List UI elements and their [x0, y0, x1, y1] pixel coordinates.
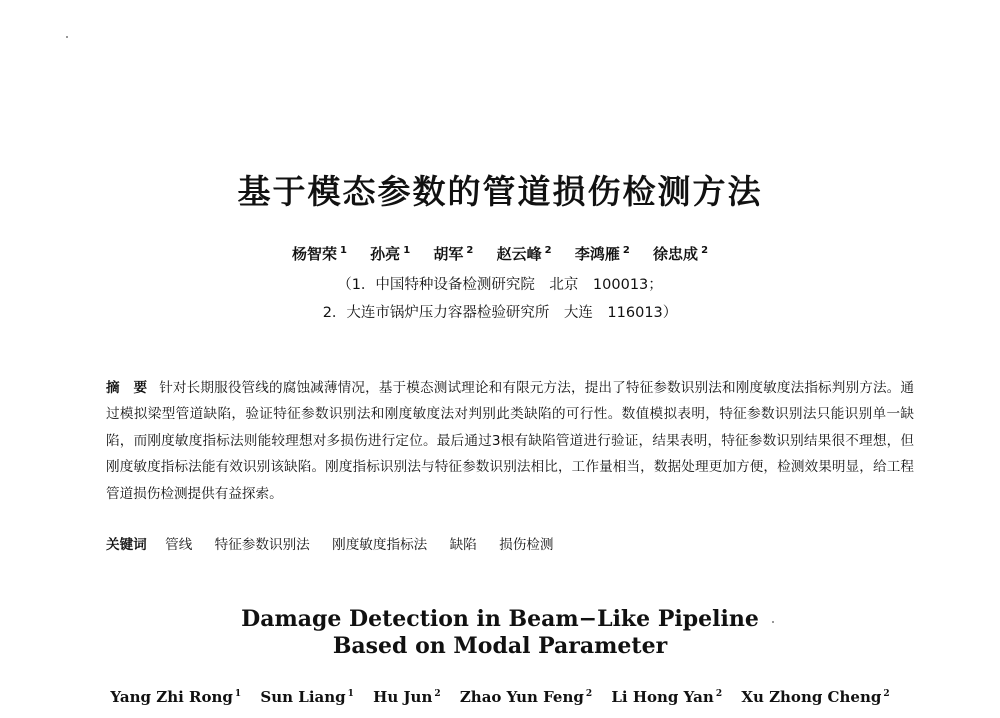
author-name: 杨智荣 [291, 245, 337, 263]
author-cn [497, 243, 552, 264]
affiliation-mark: 2 [544, 245, 552, 256]
author-en [373, 688, 440, 706]
author-name: Sun Liang [260, 688, 346, 706]
author-cn [292, 243, 347, 264]
chinese-author-list [0, 243, 1000, 264]
affiliation-mark: 2 [434, 689, 441, 699]
author-cn [653, 243, 708, 264]
author-cn [370, 243, 410, 264]
author-en [460, 688, 592, 706]
affiliation-mark: 2 [701, 245, 709, 256]
english-title-line-2: Based on Modal Parameter [332, 633, 668, 659]
affiliation-mark: 1 [347, 689, 354, 699]
author-name: Zhao Yun Feng [459, 688, 584, 706]
english-title-line-1: Damage Detection in Beam−Like Pipeline [241, 606, 759, 632]
affiliation-mark: 1 [403, 245, 411, 256]
author-en [260, 688, 354, 706]
author-en [741, 688, 889, 706]
affiliation-mark: 2 [466, 245, 474, 256]
keywords-label: 关键词 [106, 537, 147, 553]
affiliation-mark: 1 [339, 245, 347, 256]
author-name: Hu Jun [373, 688, 433, 706]
keywords-line [106, 533, 914, 553]
affiliation-mark: 1 [234, 689, 242, 699]
author-name: 徐忠成 [653, 245, 699, 263]
affiliation-line-1: （1．中国特种设备检测研究院 北京 100013； [337, 277, 663, 293]
author-en [611, 688, 722, 706]
english-author-list [0, 688, 1000, 706]
author-name: Li Hong Yan [611, 688, 714, 706]
affiliation-mark: 2 [883, 689, 890, 699]
keyword: 缺陷 [449, 537, 477, 553]
keyword: 特征参数识别法 [214, 537, 310, 553]
abstract-paragraph [106, 375, 914, 507]
author-name: Xu Zhong Cheng [741, 688, 882, 706]
keyword: 管线 [165, 537, 193, 553]
author-name: 孙亮 [370, 245, 401, 263]
author-name: Yang Zhi Rong [110, 688, 233, 706]
abstract-text: 针对长期服役管线的腐蚀减薄情况，基于模态测试理论和有限元方法，提出了特征参数识别法和刚度敏度法指标判别方法。通过模拟梁型管道缺陷，验证特征参数识别法和刚度敏度法对判别此类缺陷的可行性。数值模拟表明，特征参数识别法只能识别单一缺陷，而刚度敏度指标法则能较理想对多损伤进行定位。最后通过3根有缺陷管道进行验证，结果表明，特征参数识别结果很不理想，但刚度敏度指标法能有效识别该缺陷。刚度指标识别法与特征参数识别法相比，工作量相当，数据处理更加方便，检测效果明显，给工程管道损伤检测提供有益探索。 [106, 380, 915, 502]
keyword: 刚度敏度指标法 [332, 537, 428, 553]
chinese-title: 基于模态参数的管道损伤检测方法 [237, 172, 763, 211]
affiliation-mark: 2 [622, 245, 630, 256]
affiliation-mark: 2 [715, 689, 723, 699]
author-cn [433, 243, 473, 264]
author-cn [575, 243, 630, 264]
abstract-label: 摘 要 [106, 380, 148, 396]
author-name: 李鸿雁 [574, 245, 620, 263]
author-name: 胡军 [433, 245, 464, 263]
scan-speck [66, 36, 68, 38]
affiliation-mark: 2 [585, 689, 593, 699]
keyword: 损伤检测 [499, 537, 554, 553]
author-en [110, 688, 241, 706]
author-name: 赵云峰 [496, 245, 542, 263]
affiliation-line-2: 2．大连市锅炉压力容器检验研究所 大连 116013） [322, 305, 678, 321]
